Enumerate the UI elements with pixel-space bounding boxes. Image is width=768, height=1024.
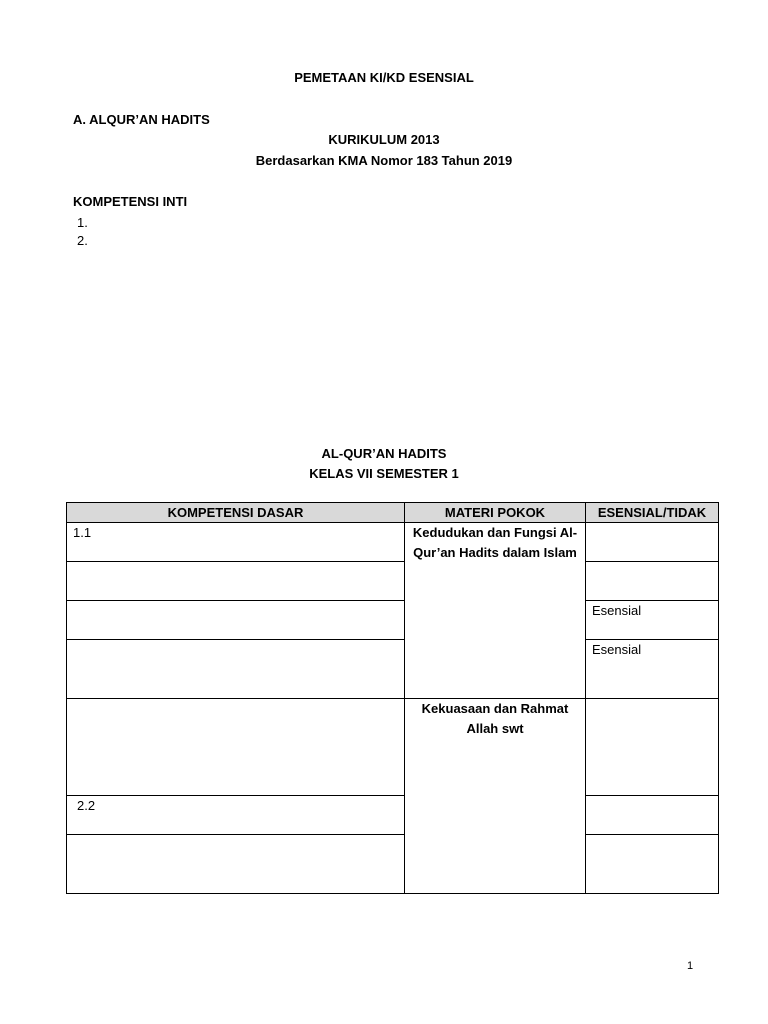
subject-title: AL-QUR’AN HADITS: [321, 446, 447, 461]
table-row: [67, 796, 719, 835]
header-kompetensi-dasar: KOMPETENSI DASAR: [67, 503, 405, 523]
table-row: [67, 562, 719, 601]
table-row: [67, 523, 719, 562]
header-materi-pokok: MATERI POKOK: [405, 503, 586, 523]
kd-cell: [67, 699, 405, 796]
kd-cell: 2.2: [67, 796, 405, 835]
esensial-cell: Esensial: [586, 601, 719, 640]
esensial-cell: Esensial: [586, 640, 719, 699]
esensial-cell: [586, 796, 719, 835]
header-esensial: ESENSIAL/TIDAK: [586, 503, 719, 523]
kd-cell: 1.1: [67, 523, 405, 562]
kd-cell: [67, 835, 405, 894]
regulation-heading: Berdasarkan KMA Nomor 183 Tahun 2019: [255, 153, 513, 168]
kd-cell: [67, 601, 405, 640]
materi-cell: Kedudukan dan Fungsi Al-Qur’an Hadits dalam Islam: [405, 523, 586, 699]
document-title: PEMETAAN KI/KD ESENSIAL: [294, 70, 474, 85]
table-row: [67, 601, 719, 640]
esensial-cell: [586, 699, 719, 796]
esensial-cell: [586, 835, 719, 894]
ki-item-1: 1.: [77, 215, 88, 230]
kd-cell: [67, 562, 405, 601]
kd-mapping-table: [66, 502, 719, 894]
class-semester-title: KELAS VII SEMESTER 1: [309, 466, 459, 481]
esensial-cell: [586, 523, 719, 562]
kurikulum-heading: KURIKULUM 2013: [328, 132, 440, 147]
page-number: 1: [687, 960, 694, 972]
section-title: A. ALQUR’AN HADITS: [73, 112, 210, 127]
esensial-cell: [586, 562, 719, 601]
kompetensi-inti-heading: KOMPETENSI INTI: [73, 194, 188, 209]
table-row: [67, 835, 719, 894]
table-header-row: [67, 503, 719, 523]
table-row: [67, 699, 719, 796]
materi-cell: Kekuasaan dan Rahmat Allah swt: [405, 699, 586, 894]
table-row: [67, 640, 719, 699]
kd-cell: [67, 640, 405, 699]
ki-item-2: 2.: [77, 233, 88, 248]
